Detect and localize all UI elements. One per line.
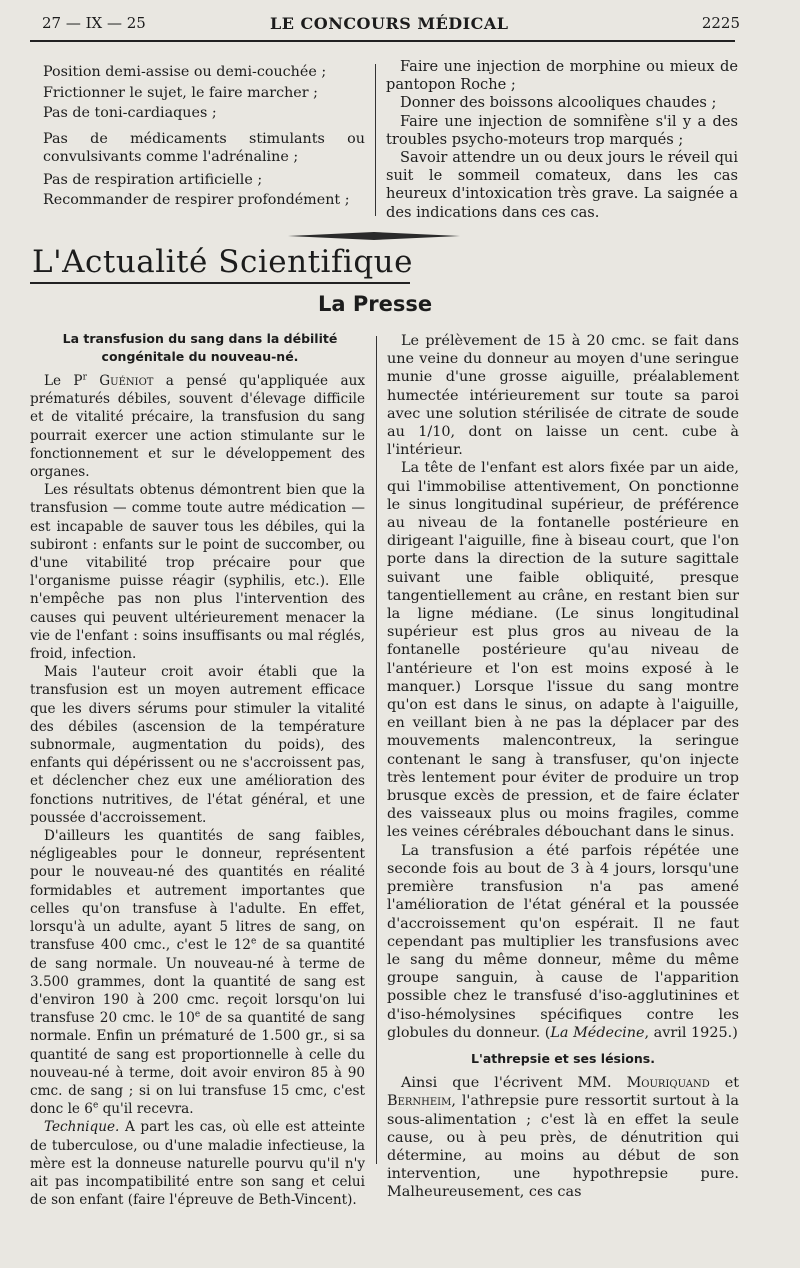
header-journal-title: LE CONCOURS MÉDICAL bbox=[270, 14, 509, 33]
article-title: L'athrepsie et ses lésions. bbox=[471, 1050, 655, 1066]
paragraph: Les résultats obtenus démontrent bien que la transfusion — comme toute autre médication — est incapable de sauver tous les débiles, qui la subiront : enfants sur le point de succomber, ou d'une vitabilité trop précaire pour que l'organisme puisse réagir (syphilis, etc.). Elle n'empêche pas non plus l'intervention des causes qui peuvent ultérieurement menacer la vie de l'enfant : soins insuffisants ou mal réglés, froid, infection. bbox=[30, 482, 365, 663]
header-date: 27 — IX — 25 bbox=[42, 14, 146, 32]
article-title: La transfusion du sang dans la débilité congénitale du nouveau-né. bbox=[62, 331, 338, 364]
list-item: Position demi-assise ou demi-couchée ; bbox=[43, 64, 327, 80]
paragraph: Savoir attendre un ou deux jours le réveil qui suit le sommeil comateux, dans les cas heureux d'intoxication très grave. La saignée a des indications dans ces cas. bbox=[386, 149, 738, 221]
list-item: Pas de toni-cardiaques ; bbox=[43, 105, 217, 121]
paragraph: Donner des boissons alcooliques chaudes ; bbox=[400, 94, 717, 112]
header-page-number: 2225 bbox=[701, 14, 740, 32]
paragraph: Faire une injection de somnifène s'il y a des troubles psycho-moteurs trop marqués ; bbox=[386, 112, 738, 148]
technique-label: Technique. bbox=[44, 1119, 120, 1136]
source-title: La Médecine bbox=[550, 1024, 645, 1041]
section-title-rule bbox=[30, 282, 410, 284]
column-divider-top bbox=[375, 64, 376, 216]
paragraph: Ainsi que l'écrivent MM. Mouriquand et Bernheim, l'athrepsie pure ressortit surtout à la sous-alimentation ; c'est là en effet la seule cause, ou à peu près, de dénutrition qui détermine, au moins au début de son intervention, une hypothrepsie pure. Malheureusement, ces cas bbox=[387, 1075, 740, 1201]
paragraph: Mais l'auteur croit avoir établi que la transfusion est un moyen autrement efficace que les divers sérums pour stimuler la vitalité des débiles (ascension de la température subnormale, augmentation du poids), des enfants qui dépérissent ou ne s'accroissent pas, et déclencher chez eux une amélioration des fonctions nutritives, de l'état général, et une poussée d'accroissement. bbox=[30, 664, 365, 826]
list-item: Pas de respiration artificielle ; bbox=[43, 171, 263, 188]
list-item: Frictionner le sujet, le faire marcher ; bbox=[43, 84, 318, 101]
author-name: Guéniot bbox=[99, 373, 154, 389]
paragraph: La transfusion a été parfois répétée une seconde fois au bout de 3 à 4 jours, lorsqu'une première transfusion n'a pas amené l'amélioration de l'état général et la poussée d'accroissement qu'on espérait. Il ne faut cependant pas multiplier les transfusions avec le sang du même donneur, même du même groupe sanguin, à cause de l'apparition possible chez le transfusé d'iso-agglutinines et d'iso-hémolysines spécifiques contre les globules du donneur. (La Médecine, avril 1925.) bbox=[387, 842, 739, 1041]
main-right-column bbox=[387, 332, 739, 1202]
paragraph: Le $P^r$ Guéniot a pensé qu'appliquée aux prématurés débiles, souvent d'élevage difficile et de vitalité précaire, la transfusion du sang pourrait exercer une action stimulante sur le fonctionnement et sur le développement des organes. bbox=[30, 372, 365, 481]
running-header bbox=[30, 14, 740, 40]
list-item: Recommander de respirer profondément ; bbox=[43, 192, 350, 208]
paragraph: La tête de l'enfant est alors fixée par un aide, qui l'immobilise attentivement, On ponctionne le sinus longitudinal supérieur, de préférence au niveau de la fontanelle postérieure en dirigeant l'aiguille, fine à biseau court, que l'on porte dans la direction de la suture sagittale suivant une faible obliquité, presque tangentiellement au crâne, en restant bien sur la ligne médiane. (Le sinus longitudinal supérieur est plus gros au niveau de la fontanelle postérieure qu'au niveau de l'antérieure et l'on est moins exposé à le manquer.) Lorsque l'issue du sang montre qu'on est dans le sinus, on adapte à l'aiguille, en veillant bien à ne pas la déplacer par des mouvements malencontreux, la seringue contenant le sang à transfuser, qu'on injecte très lentement pour éviter de produire un trop brusque excès de pression, et de faire éclater des vaisseaux plus ou moins fragiles, comme les veines cérébrales débouchant dans le sinus. bbox=[387, 460, 739, 841]
top-right-column bbox=[386, 58, 738, 222]
top-left-column bbox=[43, 62, 365, 211]
paragraph: D'ailleurs les quantités de sang faibles, négligeables pour le donneur, représentent pour le nouveau-né des quantités en réalité formidables et autrement importantes que celles qu'on transfuse à l'adulte. En effet, lorsqu'à un adulte, ayant 5 litres de sang, on transfuse 400 cmc., c'est le 12e de sa quantité de sang normale. Un nouveau-né à terme de 3.500 grammes, dont la quantité de sang est d'environ 190 à 200 cmc. reçoit lorsqu'on lui transfuse 20 cmc. le 10e de sa quantité de sang normale. Enfin un prématuré de 1.500 gr., si sa quantité de sang est proportionnelle à celle du nouveau-né à terme, doit avoir environ 85 à 90 cmc. de sang ; si on lui transfuse 15 cmc, c'est donc le 6e qu'il recevra. bbox=[30, 828, 365, 1118]
section-title: L'Actualité Scientifique bbox=[32, 244, 413, 280]
column-divider-main bbox=[376, 336, 377, 1164]
paragraph: Technique. A part les cas, où elle est atteinte de tuberculose, ou d'une maladie infectieuse, la mère est la donneuse naturelle pourvu qu'il n'y ait pas incompatibilité entre son sang et celui de son enfant (faire l'épreuve de Beth-Vincent). bbox=[30, 1119, 365, 1209]
author-name: Bernheim bbox=[387, 1093, 452, 1110]
paragraph: Faire une injection de morphine ou mieux de pantopon Roche ; bbox=[386, 58, 738, 94]
main-left-column bbox=[30, 372, 365, 1209]
author-name: Mouriquand bbox=[626, 1075, 710, 1092]
paragraph: Le prélèvement de 15 à 20 cmc. se fait dans une veine du donneur au moyen d'une seringue munie d'une grosse aiguille, préalablement humectée intérieurement sur toute sa paroi avec une solution stérilisée de citrate de soude au 1/10, dont on laisse un cent. cube à l'intérieur. bbox=[387, 333, 739, 459]
ornament-divider bbox=[288, 232, 460, 240]
subsection-title: La Presse bbox=[318, 292, 433, 316]
list-item: Pas de médicaments stimulants ou convulsivants comme l'adrénaline ; bbox=[43, 130, 365, 165]
header-rule bbox=[30, 40, 735, 42]
